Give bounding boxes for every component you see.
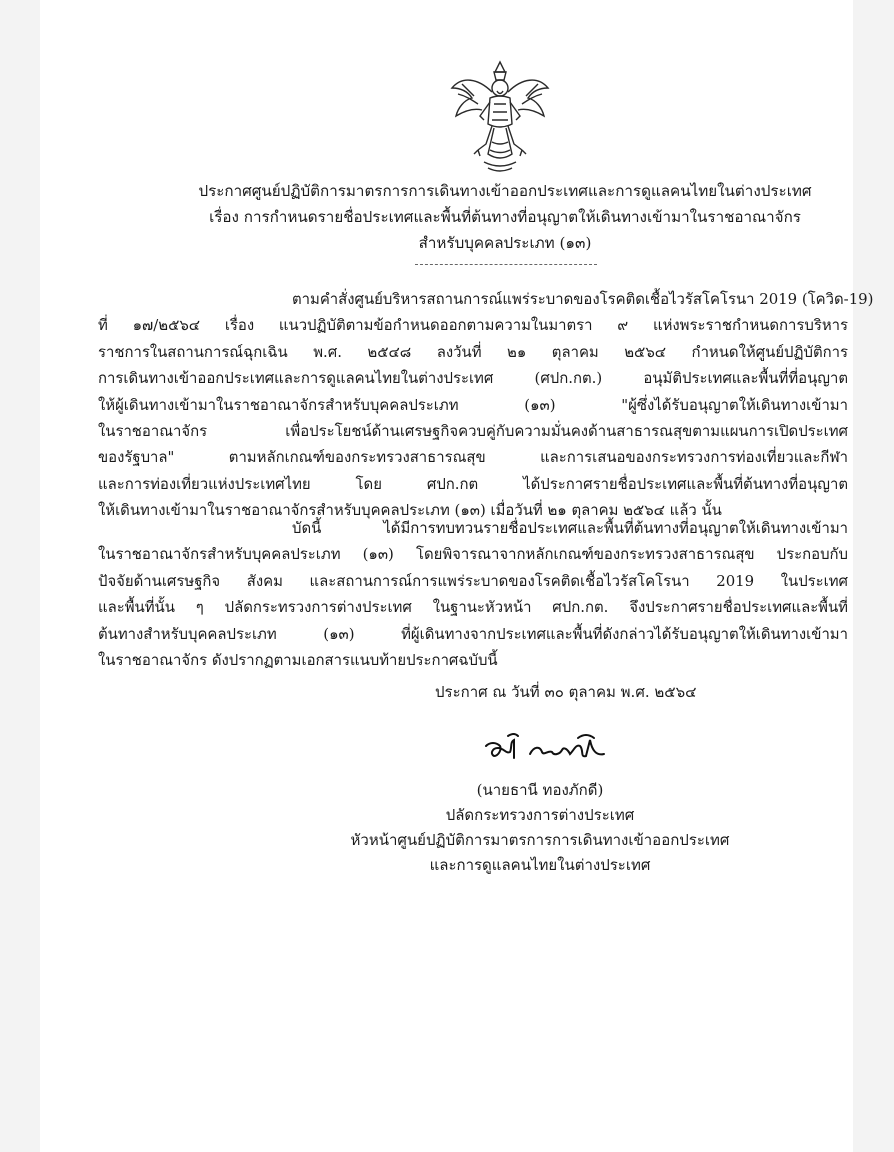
paragraph-2-line: บัดนี้ ได้มีการทบทวนรายชื่อประเทศและพื้นที่ต้นทางที่อนุญาตให้เดินทางเข้ามา (292, 519, 848, 537)
paragraph-1-line: ให้เดินทางเข้ามาในราชอาณาจักรสำหรับบุคคลประเภท (๑๓) เมื่อวันที่ ๒๑ ตุลาคม ๒๕๖๔ แล้ว นั้น (98, 501, 722, 520)
header-line-2: เรื่อง การกำหนดรายชื่อประเทศและพื้นที่ต้นทางที่อนุญาตให้เดินทางเข้ามาในราชอาณาจักร (209, 208, 801, 226)
announcement-header (160, 178, 850, 256)
paragraph-1-line: ของรัฐบาล" ตามหลักเกณฑ์ของกระทรวงสาธารณสุข และการเสนอของกระทรวงการท่องเที่ยวและกีฬา (98, 448, 848, 467)
paragraph-2-line: และพื้นที่นั้น ๆ ปลัดกระทรวงการต่างประเทศ ในฐานะหัวหน้า ศปก.กต. จึงประกาศรายชื่อประเทศและพื้นที่ (98, 598, 848, 617)
paragraph-2 (98, 515, 848, 673)
header-divider (415, 264, 597, 265)
paragraph-2-line: ปัจจัยด้านเศรษฐกิจ สังคม และสถานการณ์การแพร่ระบาดของโรคติดเชื้อไวรัสโคโรนา 2019 ในประเทศ (98, 571, 848, 590)
paragraph-1-line: การเดินทางเข้าออกประเทศและการดูแลคนไทยในต่างประเทศ (ศปก.กต.) อนุมัติประเทศและพื้นที่ที่อนุญาต (98, 369, 848, 388)
announcement-date: ประกาศ ณ วันที่ ๓๐ ตุลาคม พ.ศ. ๒๕๖๔ (435, 683, 697, 701)
signature-image (480, 728, 620, 768)
document-page (40, 0, 874, 1152)
paragraph-2-line: ในราชอาณาจักร ดังปรากฏตามเอกสารแนบท้ายประกาศฉบับนี้ (98, 651, 498, 670)
signer-title-1: ปลัดกระทรวงการต่างประเทศ (445, 806, 635, 824)
paragraph-2-line: ต้นทางสำหรับบุคคลประเภท (๑๓) ที่ผู้เดินทางจากประเทศและพื้นที่ดังกล่าวได้รับอนุญาตให้เดินทางเข้ามา (98, 624, 848, 643)
paragraph-1-line: ให้ผู้เดินทางเข้ามาในราชอาณาจักรสำหรับบุคคลประเภท (๑๓) "ผู้ซึ่งได้รับอนุญาตให้เดินทางเข้ามา (98, 395, 848, 414)
signer-title-2: หัวหน้าศูนย์ปฏิบัติการมาตรการการเดินทางเข้าออกประเทศ (350, 831, 730, 849)
paragraph-1-line: และการท่องเที่ยวแห่งประเทศไทย โดย ศปก.กต ได้ประกาศรายชื่อประเทศและพื้นที่ต้นทางที่อนุญาต (98, 474, 848, 493)
signer-title-3: และการดูแลคนไทยในต่างประเทศ (429, 856, 651, 874)
paragraph-1 (98, 286, 874, 524)
paragraph-1-line: ที่ ๑๗/๒๕๖๔ เรื่อง แนวปฏิบัติตามข้อกำหนดออกตามความในมาตรา ๙ แห่งพระราชกำหนดการบริหาร (98, 316, 848, 335)
header-line-3: สำหรับบุคคลประเภท (๑๓) (418, 234, 592, 252)
garuda-emblem-icon (448, 58, 552, 176)
paragraph-1-line: ตามคำสั่งศูนย์บริหารสถานการณ์แพร่ระบาดของโรคติดเชื้อไวรัสโคโรนา 2019 (โควิด-19) (292, 290, 874, 308)
paragraph-2-line: ในราชอาณาจักรสำหรับบุคคลประเภท (๑๓) โดยพิจารณาจากหลักเกณฑ์ของกระทรวงสาธารณสุข ประกอบกับ (98, 545, 848, 564)
signer-block (340, 778, 740, 878)
signer-name: (นายธานี ทองภักดี) (476, 781, 604, 799)
paragraph-1-line: ในราชอาณาจักร เพื่อประโยชน์ด้านเศรษฐกิจควบคู่กับความมั่นคงด้านสาธารณสุขตามแผนการเปิดประเทศ (98, 422, 848, 441)
paragraph-1-line: ราชการในสถานการณ์ฉุกเฉิน พ.ศ. ๒๕๔๘ ลงวันที่ ๒๑ ตุลาคม ๒๕๖๔ กำหนดให้ศูนย์ปฏิบัติการ (98, 342, 848, 361)
header-line-1: ประกาศศูนย์ปฏิบัติการมาตรการการเดินทางเข้าออกประเทศและการดูแลคนไทยในต่างประเทศ (198, 182, 812, 200)
